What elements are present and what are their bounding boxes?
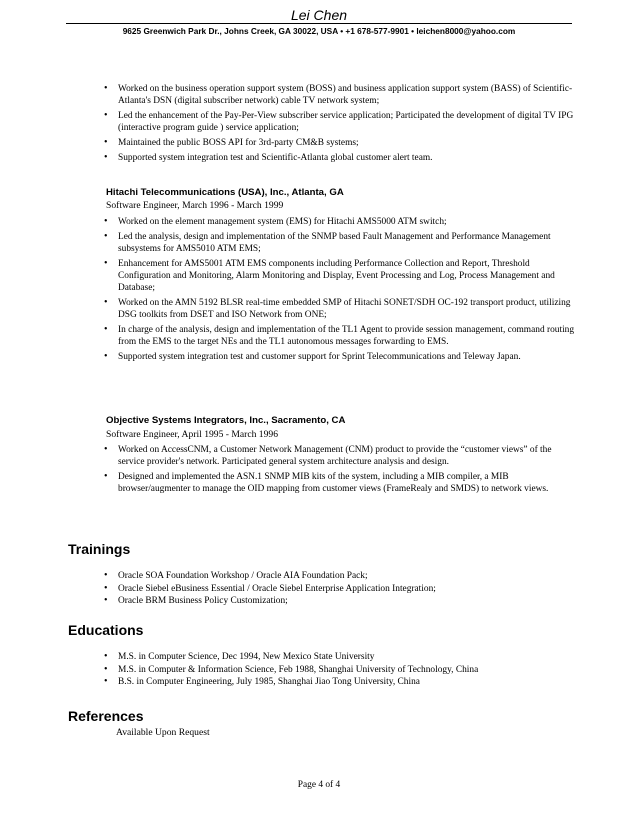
list-item: • Oracle BRM Business Policy Customization; [118, 595, 578, 607]
bullet-item: • In charge of the analysis, design and implementation of the TL1 Agent to provide session management, command routing from the EMS to the target NEs and the TL1 autonomous messages forwarding to EMS. [118, 324, 578, 348]
intro-bullet-list [118, 83, 578, 166]
trainings-list [118, 570, 578, 608]
bullet-item: • Enhancement for AMS5001 ATM EMS components including Performance Collection and Report, Threshold Configuration and Monitoring, Alarm Monitoring and Display, Event Processing and Log, Process Management and Database; [118, 258, 578, 295]
list-item: • Oracle Siebel eBusiness Essential / Oracle Siebel Enterprise Application Integration; [118, 583, 578, 595]
header-divider [66, 23, 572, 24]
bullet-item: • Designed and implemented the ASN.1 SNMP MIB kits of the system, including a MIB compiler, a MIB browser/augmenter to manage the OID mapping from customer views (FrameRealy and SMDS) to network views. [118, 471, 578, 495]
page-number: Page 4 of 4 [297, 780, 341, 790]
bullet-item: • Supported system integration test and Scientific-Atlanta global customer alert team. [118, 152, 578, 164]
bullet-item: • Led the analysis, design and implementation of the SNMP based Fault Management and Performance Management subsystems for AMS5010 ATM EMS; [118, 231, 578, 255]
list-item: • B.S. in Computer Engineering, July 1985, Shanghai Jiao Tong University, China [118, 676, 578, 688]
trainings-heading: Trainings [68, 541, 131, 557]
bullet-item: • Supported system integration test and customer support for Sprint Telecommunications and Teleway Japan. [118, 351, 578, 363]
company-heading: Hitachi Telecommunications (USA), Inc., Atlanta, GA [106, 187, 344, 198]
company-heading: Objective Systems Integrators, Inc., Sacramento, CA [106, 415, 346, 426]
job-role: Software Engineer, March 1996 - March 1999 [106, 200, 284, 211]
bullet-item: • Maintained the public BOSS API for 3rd-party CM&B systems; [118, 137, 578, 149]
job-role: Software Engineer, April 1995 - March 1996 [106, 429, 278, 440]
references-heading: References [68, 708, 144, 724]
bullet-item: • Led the enhancement of the Pay-Per-View subscriber service application; Participated the development of digital TV IPG (interactive program guide ) service application; [118, 110, 578, 134]
bullet-item: • Worked on the element management system (EMS) for Hitachi AMS5000 ATM switch; [118, 216, 578, 228]
list-item: • Oracle SOA Foundation Workshop / Oracle AIA Foundation Pack; [118, 570, 578, 582]
candidate-name: Lei Chen [290, 7, 348, 23]
list-item: • M.S. in Computer Science, Dec 1994, New Mexico State University [118, 651, 578, 663]
bullet-item: • Worked on AccessCNM, a Customer Network Management (CNM) product to provide the “customer views” of the service provider's network. Participated general system architecture analysis and design. [118, 444, 578, 468]
references-text: Available Upon Request [116, 727, 210, 738]
job-bullet-list [118, 444, 578, 498]
contact-line: 9625 Greenwich Park Dr., Johns Creek, GA 30022, USA • +1 678-577-9901 • leichen8000@yahoo.com [122, 26, 516, 36]
bullet-item: • Worked on the AMN 5192 BLSR real-time embedded SMP of Hitachi SONET/SDH OC-192 transport product, utilizing DSG toolkits from DSET and ISO Network from ONE; [118, 297, 578, 321]
job-bullet-list [118, 216, 578, 365]
educations-heading: Educations [68, 622, 144, 638]
list-item: • M.S. in Computer & Information Science, Feb 1988, Shanghai University of Technology, China [118, 664, 578, 676]
educations-list [118, 651, 578, 689]
bullet-item: • Worked on the business operation support system (BOSS) and business application support system (BASS) of Scientific-Atlanta's DSN (digital subscriber network) cable TV network system; [118, 83, 578, 107]
